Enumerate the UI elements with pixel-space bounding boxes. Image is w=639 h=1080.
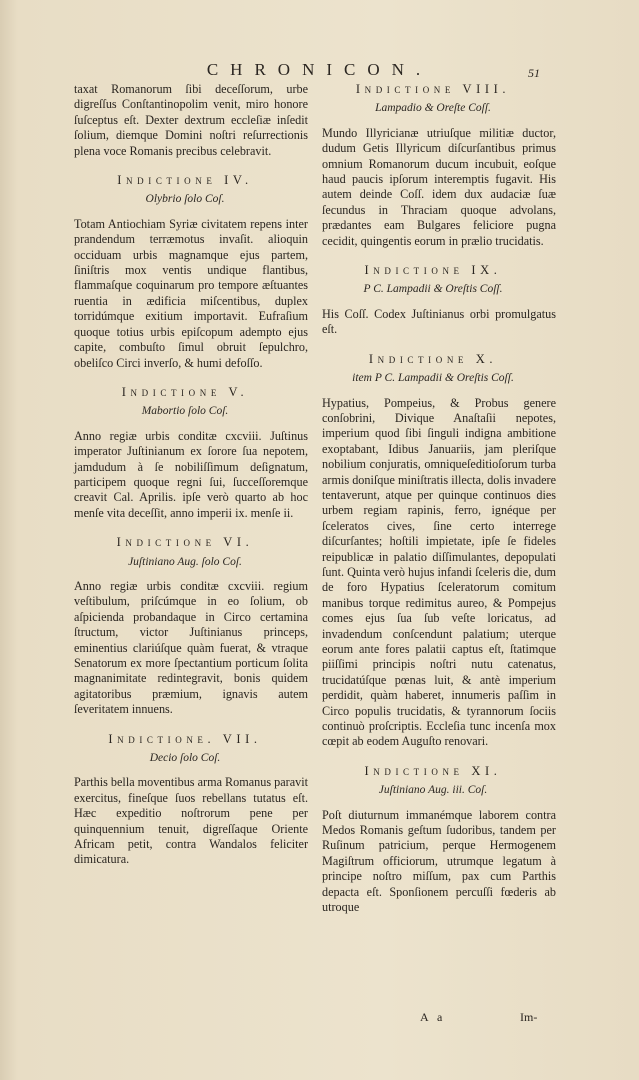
page-number: 51 <box>528 66 540 80</box>
section-text: Hypatius, Pompeius, & Probus genere conſobrini, Divique Anaſtaſii nepotes, imperium quod ſibi ſinguli indigna ambitione exoptabant, Idibus Januariis, jam pleriſque nobilium conjuratis, omniqueſeditioſorum turba armis doniſque miniſtratis illecta, dolis invadere tentaverunt, atque per quinque continuos dies urbem regiam rapinis, ferro, ignéque per ſceleratos cives, ſine certo interrege diſcurſantes; hoſtili impietate, ipſe ſe fideles reipublicæ in palatio diſſimulantes, depopulati ſunt. Quinta verò hujus infandi ſceleris die, dum de foro Hypatius ſceleratorum comitum manibus torque redimitus aureo, & Pompejus comes ejus ſua ſub veſte loricatus, ad invadendum conſcendunt palatium; uterque eorum ante fores palatii captus eſt, ſtatimque piiſſimi principis noſtri nutu catenatus, trucidatúſque pœnas luit, & antè imperium perdidit, quàm haberet, innumeris paſſim in Circo populis trucidatis, & tyrannorum ſociis continuò proſcriptis. Eccleſia tunc incenſa mox cœpit ab eodem Auguſto renovari. <box>322 395 556 749</box>
section-heading: Indictione VI. <box>116 535 254 550</box>
section-text: Parthis bella moventibus arma Romanus paravit exercitus, fineſque ſuos rebellans tutatus eſt. Hæc expeditio noſtrorum pene per quinquennium tenuit, digreſſaque Oriente Africam petit, contra Wandalos feliciter dimicatura. <box>74 775 308 867</box>
section-indictione-iv <box>62 173 308 371</box>
section-text: Anno regiæ urbis conditæ cxcviii. regium veſtibulum, priſcúmque in eo ſolium, ob aſpicienda probandaque in Circo certamina ſtructum, victor Juſtinianus princeps, eminentius clariúſque quàm fuerat, & vtraque Senatorum ex more ſpectantium porticum ſolita magnanimitate redintegravit, bonis quidem agitatoribus præmium, ignavis autem ſeveritatem innuens. <box>74 578 308 717</box>
section-heading: Indictione VIII. <box>355 82 511 96</box>
consul-line: Mabortio ſolo Coſ. <box>141 405 229 418</box>
section-text: Mundo Illyricianæ utriuſque militiæ ductor, dudum Getis Illyricum diſcurſantibus primus omnium Romanorum ducum incubuit, eoſque haud paucis ipſorum interemptis fugavit. His autem deinde Coſſ. idem dux audaciæ ſuæ ſecundus in Thraciam quoque advolans, prædantes eam Bulgares feliciore pugna cecidit, quingentis eorum in prælio trucidatis. <box>322 125 556 248</box>
consul-line: Decio ſolo Coſ. <box>149 752 221 765</box>
section-heading: Indictione V. <box>121 384 249 399</box>
consul-line: item P C. Lampadii & Oreſtis Coſſ. <box>352 372 514 385</box>
section-heading: Indictione X. <box>368 351 498 366</box>
section-indictione-vii <box>62 732 308 868</box>
consul-line: Olybrio ſolo Coſ. <box>145 193 225 206</box>
section-text: His Coſſ. Codex Juſtinianus orbi promulgatus eſt. <box>322 306 556 337</box>
section-heading: Indictione. VII. <box>108 731 262 746</box>
consul-line: P C. Lampadii & Oreſtis Coſſ. <box>363 283 503 296</box>
catchword: Im- <box>520 1010 538 1024</box>
consul-line: Juſtiniano Aug. ſolo Coſ. <box>128 555 242 568</box>
continuation-text: taxat Romanorum ſibi deceſſorum, urbe digreſſus Conſtantinopolim venit, miro honore ſuſceptus eſt. Dexter dextrum eccleſiæ inſedit ſolium, diemque Domini noſtri reſurrectionis plena voce Romanis precibus celebravit. <box>74 82 308 158</box>
section-indictione-x <box>310 352 556 750</box>
section-indictione-vi <box>62 535 308 717</box>
section-heading: Indictione IX. <box>364 263 502 278</box>
running-title: CHRONICON. <box>206 60 433 79</box>
section-heading: Indictione XI. <box>364 763 502 778</box>
consul-line: Lampadio & Oreſte Coſſ. <box>375 102 491 115</box>
section-text: Anno regiæ urbis conditæ cxcviii. Juſtinus imperator Juſtinianum ex ſorore ſua nepotem, jamdudum à ſe nobiliſſimum deſignatum, participem quoque regni ſui, ſucceſſoremque creavit Cal. Aprilis. ipſe verò quarto ab hoc menſe vita deceſſit, anno imperii ix. menſe ii. <box>74 428 308 520</box>
section-indictione-ix <box>310 263 556 338</box>
section-text: Poſt diuturnum immanémque laborem contra Medos Romanis geſtum ſudoribus, tandem per Ruſinum patricium, perque Hermogenem Magiſtrum officiorum, utrumque legatum à principe noſtro miſſum, pax cum Parthis depacta eſt. Sponſionem percuſſi fœderis ab utroque <box>322 807 556 915</box>
section-heading: Indictione IV. <box>117 173 253 188</box>
section-indictione-xi <box>310 764 556 916</box>
section-indictione-viii <box>310 82 556 249</box>
section-text: Totam Antiochiam Syriæ civitatem repens inter prandendum terræmotus invaſit. alioquin occiduam urbis magnamque ejus partem, ſiniſtris mox ventis undique flantibus, flammaſque coquinarum pro tempore æſtuantes ruentia in ædificia miſcentibus, duplex torridúmque exitium importavit. Eufraſium quoque totius urbis epiſcopum adempto ejus capite, combuſto ſimul obruit ſepulchro, obeliſco Circi inverſo, & humi defoſſo. <box>74 216 308 370</box>
right-column <box>310 82 556 916</box>
section-indictione-v <box>62 385 308 521</box>
left-column <box>62 82 308 868</box>
signature-mark: A a <box>420 1010 446 1024</box>
consul-line: Juſtiniano Aug. iii. Coſ. <box>378 784 488 797</box>
